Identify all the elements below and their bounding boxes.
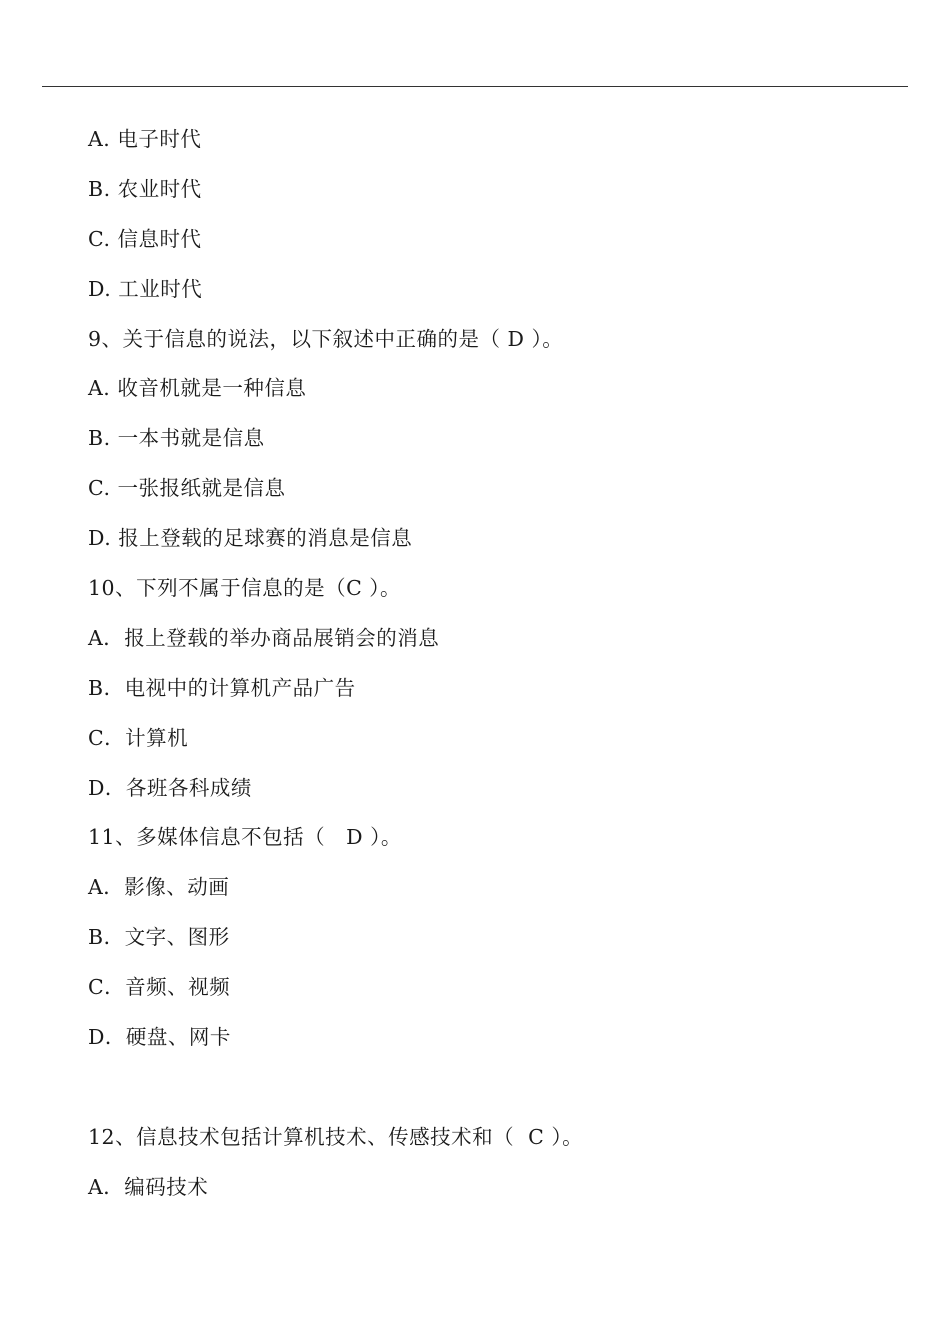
document-body <box>88 115 908 1213</box>
blank-line <box>88 1063 908 1113</box>
q9-option-a: A. 收音机就是一种信息 <box>88 376 307 401</box>
question-10: 10、下列不属于信息的是（C ）。 <box>88 576 402 601</box>
q10-option-d: D．各班各科成绩 <box>88 775 252 800</box>
q8-option-a: A. 电子时代 <box>88 127 202 151</box>
q9-option-d: D. 报上登载的足球赛的消息是信息 <box>88 526 413 551</box>
q9-option-c: C. 一张报纸就是信息 <box>88 476 286 501</box>
q11-option-a: A．影像、动画 <box>88 875 230 900</box>
q11-option-b: B．文字、图形 <box>88 925 230 950</box>
question-9: 9、关于信息的说法，以下叙述中正确的是（ D ）。 <box>88 326 564 351</box>
header-rule <box>42 86 908 87</box>
q10-option-c: C．计算机 <box>88 725 189 750</box>
q9-option-b: B. 一本书就是信息 <box>88 426 265 451</box>
q10-option-b: B．电视中的计算机产品广告 <box>88 675 356 700</box>
q11-option-c: C．音频、视频 <box>88 975 231 1000</box>
q8-option-c: C. 信息时代 <box>88 226 202 251</box>
q12-option-a: A．编码技术 <box>88 1174 209 1199</box>
q8-option-b: B. 农业时代 <box>88 176 202 201</box>
question-12: 12、信息技术包括计算机技术、传感技术和（ C ）。 <box>88 1124 584 1149</box>
q8-option-d: D. 工业时代 <box>88 276 203 301</box>
question-11: 11、多媒体信息不包括（ D ）。 <box>88 825 402 850</box>
q10-option-a: A．报上登载的举办商品展销会的消息 <box>88 625 440 650</box>
q11-option-d: D．硬盘、网卡 <box>88 1025 231 1050</box>
